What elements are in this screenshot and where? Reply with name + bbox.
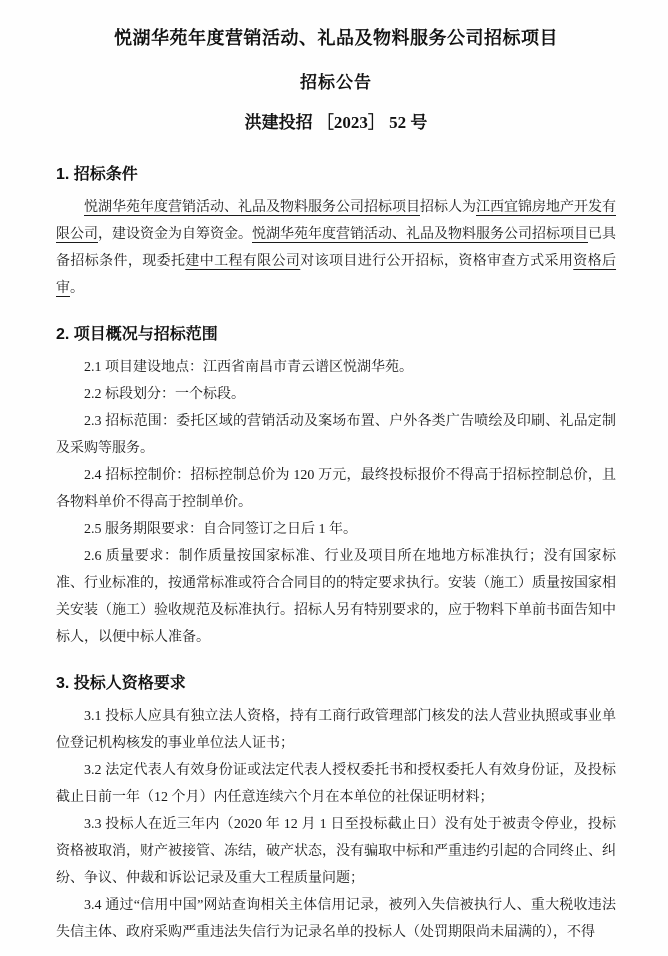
paragraph [56,194,616,302]
underlined-text: 悦湖华苑年度营销活动、礼品及物料服务公司招标项目 [84,200,420,215]
text-segment: 2.4 招标控制价：招标控制总价为 120 万元，最终投标报价不得高于招标控制总价，且各物料单价不得高于控制单价。 [56,468,616,510]
underlined-text: 悦湖华苑年度营销活动、礼品及物料服务公司招标项目 [252,227,588,242]
paragraph [56,703,616,757]
text-segment: ，建设资金为自筹资金。 [98,227,252,242]
paragraph [56,381,616,408]
section [56,671,616,946]
text-segment: 2.1 项目建设地点：江西省南昌市青云谱区悦湖华苑。 [84,360,413,375]
underlined-text: 建中工程有限公司 [185,254,301,269]
text-segment: 3.2 法定代表人有效身份证或法定代表人授权委托书和授权委托人有效身份证，及投标截止日前一年（12 个月）内任意连续六个月在本单位的社保证明材料； [56,763,616,805]
text-segment: 2.3 招标范围：委托区域的营销活动及案场布置、户外各类广告喷绘及印刷、礼品定制及采购等服务。 [56,414,616,456]
paragraph [56,543,616,651]
document-subtitle: 招标公告 [300,73,372,92]
section-paragraphs [56,703,616,946]
section [56,162,616,302]
text-segment: 。 [70,281,84,296]
text-segment: 已具备招标条件，现委托 [56,227,616,269]
text-segment: 2.5 服务期限要求：自合同签订之日后 1 年。 [84,522,357,537]
paragraph [56,892,616,946]
text-segment: 3.1 投标人应具有独立法人资格，持有工商行政管理部门核发的法人营业执照或事业单位登记机构核发的事业单位法人证书； [56,709,616,751]
text-segment: 2.2 标段划分：一个标段。 [84,387,245,402]
underlined-text: 资格后审 [56,254,617,296]
text-segment: 3.3 投标人在近三年内（2020 年 12 月 1 日至投标截止日）没有处于被责令停业，投标资格被取消，财产被接管、冻结，破产状态，没有骗取中标和严重违约引起的合同终止、纠纷、争议、仲裁和诉讼记录及重大工程质量问题； [56,817,616,886]
paragraph [56,354,616,381]
text-segment: 招标人为 [420,200,476,215]
text-segment: 2.6 质量要求：制作质量按国家标准、行业及项目所在地地方标准执行；没有国家标准、行业标准的，按通常标准或符合合同目的的特定要求执行。安装（施工）质量按国家相关安装（施工）验收规范及标准执行。招标人另有特别要求的，应于物料下单前书面告知中标人，以便中标人准备。 [56,549,616,645]
document-body [56,162,616,946]
text-segment: 3.4 通过“信用中国”网站查询相关主体信用记录，被列入失信被执行人、重大税收违法失信主体、政府采购严重违法失信行为记录名单的投标人（处罚期限尚未届满的），不得 [56,898,616,940]
section-heading: 3. 投标人资格要求 [56,675,186,692]
paragraph [56,811,616,892]
section [56,322,616,651]
section-paragraphs [56,194,616,302]
section-paragraphs [56,354,616,651]
section-heading: 1. 招标条件 [56,166,138,183]
paragraph [56,462,616,516]
text-segment: 对该项目进行公开招标，资格审查方式采用 [300,254,574,269]
paragraph [56,516,616,543]
underlined-text: 江西宜锦房地产开发有限公司 [56,200,616,242]
paragraph [56,757,616,811]
paragraph [56,408,616,462]
document-title: 悦湖华苑年度营销活动、礼品及物料服务公司招标项目 [114,28,558,48]
document-number: 洪建投招 ［2023］ 52 号 [244,113,428,132]
section-heading: 2. 项目概况与招标范围 [56,326,218,343]
